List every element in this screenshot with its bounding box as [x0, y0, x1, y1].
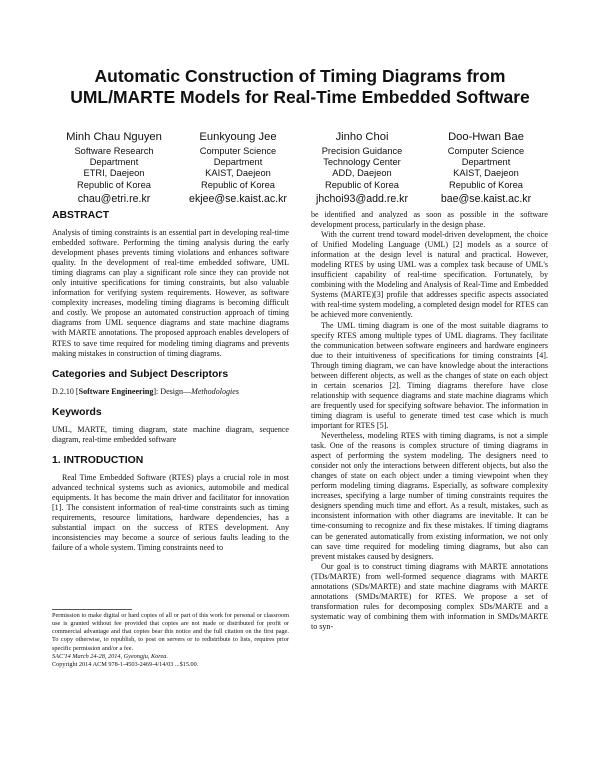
author-affiliation — [52, 146, 176, 191]
copyright-line: Copyright 2014 ACM 978-1-4503-2469-4/14/03 ...$15.00. — [52, 660, 199, 668]
author-name: Jinho Choi — [335, 131, 389, 143]
category-name: Software Engineering — [78, 386, 154, 396]
author-affiliation — [300, 146, 424, 191]
category-code: D.2.10 [ — [52, 386, 79, 396]
author — [176, 130, 300, 206]
affiliation-line: Department — [213, 157, 263, 168]
category-subject: ]: Design— — [153, 386, 192, 396]
affiliation-line: Republic of Korea — [77, 179, 151, 190]
affiliation-line: Software Research — [74, 146, 154, 156]
body-paragraph: Our goal is to construct timing diagrams with MARTE annotations (TDs/MARTE) from well-formed sequence diagrams with MARTE annotations (SDs/MARTE) and state machine diagrams with MARTE annotations (SMDs/MARTE) for RTES. We propose a set of transformation rules for decomposing complex SDs/MARTE and a systematic way of combining them with information in SMDs/MARTE to syn- — [311, 561, 548, 631]
keywords-heading: Keywords — [52, 406, 102, 418]
author-email[interactable]: jhchoi93@add.re.kr — [315, 192, 409, 205]
introduction-heading: 1. INTRODUCTION — [52, 454, 144, 466]
affiliation-line: Precision Guidance — [321, 146, 403, 156]
author — [300, 130, 424, 206]
affiliation-line: KAIST, Daejeon — [205, 168, 271, 179]
paper-title — [40, 66, 560, 108]
body-paragraph: With the current trend toward model-driven development, the choice of Unified Modeling Language (UML) [2] models as a source of information at the design level is natural and practical. However, modeling RTES by using UML was a complex task because of UML's insufficient capability of real-time specification. Fortunately, by combining with the Modeling and Analysis of Real-Time and Embedded Systems (MARTE)[3] profile that addresses specific aspects associated with real-time system modeling, a completed design model for RTES can be achieved more conveniently. — [311, 230, 548, 320]
affiliation-line: ETRI, Daejeon — [83, 168, 145, 179]
affiliation-line: Department — [461, 157, 511, 168]
abstract-heading: ABSTRACT — [52, 210, 110, 221]
affiliation-line: Republic of Korea — [449, 179, 523, 190]
categories-heading: Categories and Subject Descriptors — [52, 368, 229, 380]
abstract-text: Analysis of timing constraints is an essential part in developing real-time embedded software. Performing the timing analysis during the early development phases prevents timing violations and enhances software quality. In the development of real-time embedded software, UML timing diagrams can play a significant role since they can provide not only intuitive specifications for timing constraints, but also valuable information for verifying system requirements. However, as software complexity increases, modeling timing diagrams is becoming difficult and costly. We propose an automated construction approach of timing diagrams from UML sequence diagrams and state machine diagrams with MARTE annotations. The proposed approach enables developers of RTES to save time required for modeling timing diagrams and prevents making mistakes in construction of timing diagrams. — [52, 228, 289, 358]
author — [52, 130, 176, 206]
categories-text — [52, 387, 289, 397]
title-line-1: Automatic Construction of Timing Diagrams from — [94, 66, 506, 86]
affiliation-line: Republic of Korea — [201, 179, 275, 190]
permission-notice: Permission to make digital or hard copies of all or part of this work for personal or classroom use is granted without fee provided that copies are not made or distributed for profit or commercial advantage and that copies bear this notice and the full citation on the first page. To copy otherwise, to republish, to post on servers or to redistribute to lists, requires prior specific permission and/or a fee. — [52, 612, 289, 652]
author-affiliation — [424, 146, 548, 191]
author — [424, 130, 548, 206]
author-name: Eunkyoung Jee — [199, 131, 277, 143]
body-paragraph: The UML timing diagram is one of the most suitable diagrams to specify RTES among multiple types of UML diagrams. They facilitate the communication between software engineers and hardware engineers due to their intuitiveness of specifications for timing constraints [4]. Through timing diagram, we can have knowledge about the interactions between different objects, as well as the changes of state on each object in certain scenarios [2]. Timing diagrams therefore have close relationship with sequence diagrams and state machine diagrams which are frequently used for specifying software behavior. The information in timing diagram is useful to generate timed test case which is much important for RTES [5]. — [311, 320, 548, 430]
conference-line — [52, 653, 289, 661]
footnote-rule — [52, 609, 132, 610]
affiliation-line: Computer Science — [447, 146, 525, 156]
keywords-text: UML, MARTE, timing diagram, state machine diagram, sequence diagram, real-time embedded software — [52, 424, 289, 444]
affiliation-line: Republic of Korea — [325, 179, 399, 190]
affiliation-line: Technology Center — [323, 157, 401, 168]
right-column — [311, 210, 548, 632]
affiliation-line: Computer Science — [199, 146, 277, 156]
author-name: Doo-Hwan Bae — [448, 131, 524, 143]
copyright-footnote — [52, 609, 289, 669]
conference-text: SAC'14 March 24-28, 2014, Gyeongju, Korea. — [52, 652, 168, 660]
left-column — [52, 210, 289, 553]
author-block — [52, 130, 548, 206]
introduction-text: Real Time Embedded Software (RTES) plays a crucial role in most advanced technical systems such as avionics, automobile and medical equipments. It has become the main driver and facilitator for innovation [1]. The consistent information of real-time constraints such as timing requirements, resource limitations, hardware dependencies, has a substantial impact on the success of RTES development. Any inconsistencies may become a source of serious faults leading to the failure of a whole system. Timing constraints need to — [52, 472, 289, 553]
affiliation-line: KAIST, Daejeon — [453, 168, 519, 179]
body-paragraph: be identified and analyzed as soon as possible in the software development process, particularly in the design phase. — [311, 210, 548, 230]
title-line-2: UML/MARTE Models for Real-Time Embedded Software — [70, 87, 530, 107]
author-email[interactable]: chau@etri.re.kr — [77, 192, 151, 205]
author-name: Minh Chau Nguyen — [66, 131, 162, 143]
affiliation-line: Department — [89, 157, 139, 168]
author-affiliation — [176, 146, 300, 191]
body-paragraph: Nevertheless, modeling RTES with timing diagrams, is not a simple task. One of the reasons is complex structure of timing diagrams in aspect of performing the system modeling. The designers need to consider not only the interactions between different objects, but also the changes of state on each object under a timing viewpoint when they perform modeling timing diagrams. Especially, as software complexity increases, specifying a large number of timing constraints requires the designers spending much time and effort. As a result, mistakes, such as inconsistent information with other diagrams are inevitable. It can be time-consuming to recognize and fix these mistakes. If timing diagrams can be generated automatically from existing information, we not only can save time required for modeling timing diagrams, but also can prevent mistakes caused by designers. — [311, 431, 548, 561]
category-method: Methodologies — [191, 386, 239, 396]
affiliation-line: ADD, Daejeon — [332, 168, 392, 179]
author-email[interactable]: bae@se.kaist.ac.kr — [440, 192, 532, 205]
author-email[interactable]: ekjee@se.kaist.ac.kr — [189, 192, 287, 205]
